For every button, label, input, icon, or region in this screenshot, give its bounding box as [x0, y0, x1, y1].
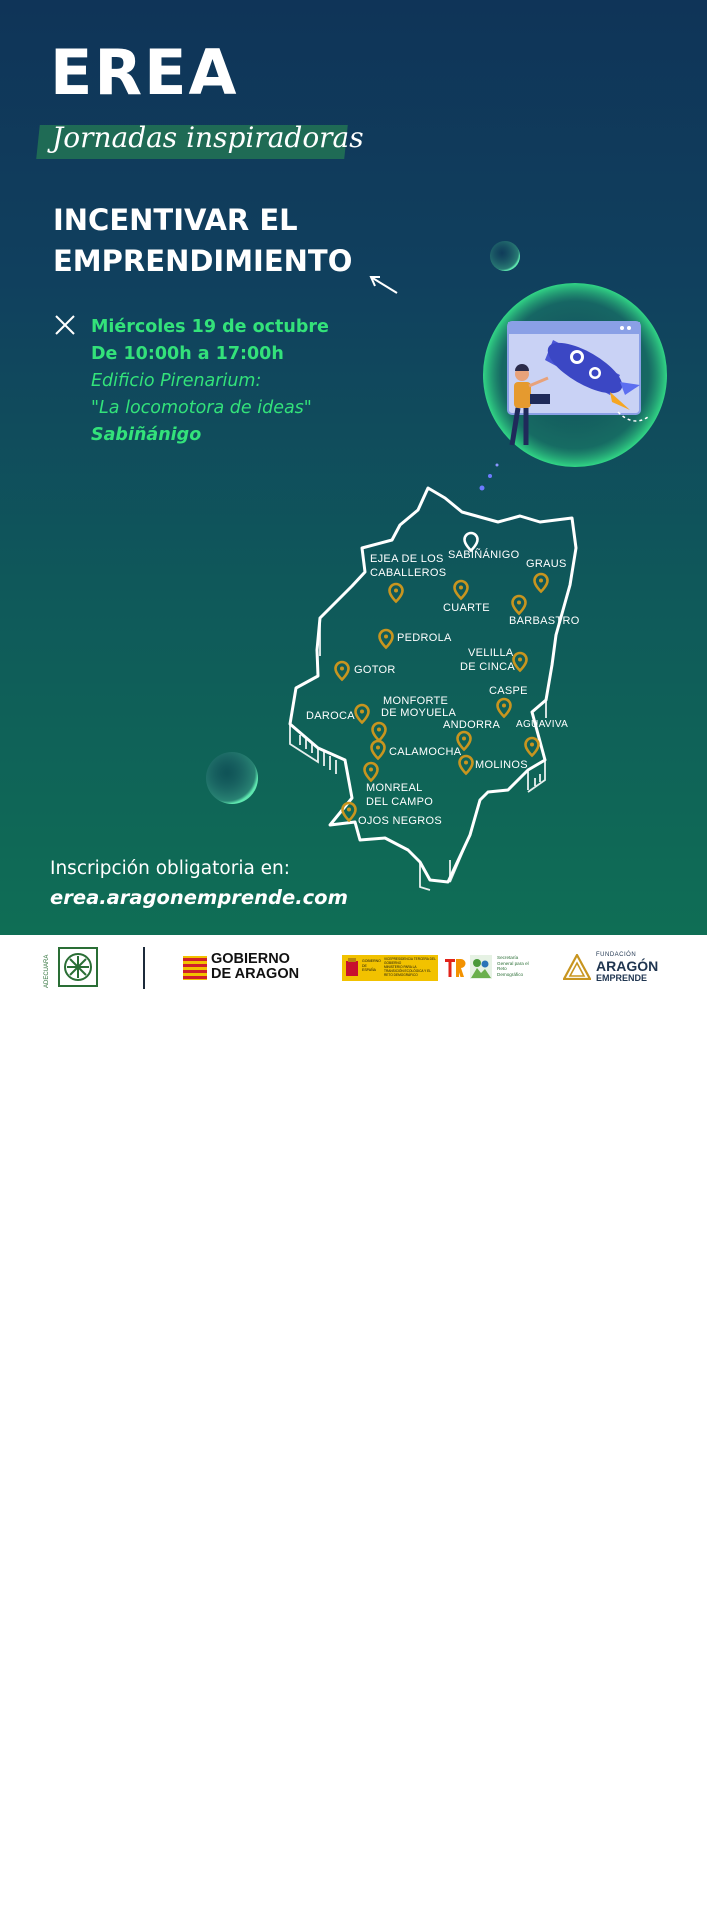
map-label: CASPE: [489, 685, 528, 697]
map-label: AGUAVIVA: [516, 719, 569, 730]
map-label: DAROCA: [306, 710, 355, 722]
aragon-map-illustration: [0, 0, 707, 935]
headline-line-2: EMPRENDIMIENTO: [53, 244, 353, 278]
map-label: GRAUS: [526, 558, 567, 570]
event-venue-2: "La locomotora de ideas": [91, 398, 312, 418]
gobierno-aragon-logo: [211, 952, 299, 982]
location-pin-icon: [343, 803, 356, 821]
transicion-logo-icon: [444, 956, 466, 980]
aragon-flag-icon: [183, 956, 207, 980]
location-pin-icon: [373, 723, 386, 741]
fundacion-logo-icon: [563, 954, 591, 980]
location-pin-icon: [535, 574, 548, 592]
ministry-line-2: MINISTERIO PARA LA TRANSICIÓN ECOLÓGICA Y EL RETO DEMOGRÁFICO: [384, 965, 431, 977]
bubble-decoration: [206, 752, 258, 804]
bubble-decoration: [490, 241, 520, 271]
location-pin-icon: [336, 662, 349, 680]
map-label: BARBASTRO: [509, 615, 580, 627]
coat-of-arms-icon: [345, 958, 359, 978]
map-label: CALAMOCHA: [389, 746, 462, 758]
map-label: MONREAL: [366, 782, 423, 794]
event-venue-1: Edificio Pirenarium:: [91, 371, 262, 391]
fund-line-1: FUNDACIÓN: [596, 952, 637, 958]
map-label: SABIÑÁNIGO: [448, 549, 520, 561]
adecuara-logo-icon: [58, 947, 98, 987]
location-pin-icon: [465, 533, 478, 551]
location-pin-icon: [372, 741, 385, 759]
ministry-logo: [342, 955, 438, 981]
location-pin-icon: [498, 699, 511, 717]
event-date: Miércoles 19 de octubre: [91, 317, 329, 337]
registration: [50, 854, 348, 912]
gobierno-line-1: GOBIERNO: [211, 951, 290, 967]
map-label: EJEA DE LOS: [370, 553, 444, 565]
map-label: CUARTE: [443, 602, 490, 614]
fund-line-3: EMPRENDE: [596, 973, 648, 983]
map-label: CABALLEROS: [370, 567, 447, 579]
map-label: GOTOR: [354, 664, 396, 676]
arrow-icon: [371, 277, 397, 293]
ministry-label: [384, 957, 436, 977]
ministry-line-1: VICEPRESIDENCIA TERCERA DEL GOBIERNO: [384, 957, 436, 965]
map-label: OJOS NEGROS: [358, 815, 442, 827]
map-label: MOLINOS: [475, 759, 528, 771]
adecuara-logo: [48, 1879, 110, 1929]
subtitle: Jornadas inspiradoras: [52, 121, 364, 154]
page-title: EREA: [50, 36, 239, 109]
sparkle-trail: [480, 464, 499, 491]
map-label: VELILLA: [468, 647, 514, 659]
location-pin-icon: [390, 584, 403, 602]
map-label: PEDROLA: [397, 632, 452, 644]
location-pin-icon: [455, 581, 468, 599]
gobierno-line-2: DE ARAGON: [211, 966, 300, 982]
registration-link[interactable]: erea.aragonemprende.com: [50, 886, 348, 909]
fund-line-2: ARAGÓN: [596, 958, 659, 974]
poster: [0, 0, 707, 935]
divider: [143, 947, 145, 989]
headline-line-1: INCENTIVAR EL: [53, 203, 298, 237]
aragon-outline: [290, 488, 576, 890]
map-label: DE MOYUELA: [381, 707, 457, 719]
map-label: DEL CAMPO: [366, 796, 434, 808]
fundacion-aragon-emprende-logo: [596, 952, 658, 983]
gobierno-espana-label: GOBIERNO DE ESPAÑA: [362, 959, 381, 972]
map-label: DE CINCA: [460, 661, 515, 673]
reto-demografico-label: Secretaría General para el Reto Demográfico: [497, 955, 529, 977]
location-pin-icon: [526, 738, 539, 756]
location-pin-icon: [365, 763, 378, 781]
location-pin-icon: [356, 705, 369, 723]
event-city: Sabiñánigo: [91, 425, 202, 445]
reto-demografico-icon: [469, 954, 493, 980]
registration-label: Inscripción obligatoria en:: [50, 858, 291, 879]
adecuara-label: ADECUARA: [44, 954, 50, 988]
location-pin-icon: [380, 630, 393, 648]
sponsors-footer: [0, 935, 707, 1000]
map-label: MONFORTE: [383, 695, 449, 707]
location-pin-icon: [513, 596, 526, 614]
location-pin-icon: [514, 653, 527, 671]
location-pin-icon: [460, 756, 473, 774]
event-time: De 10:00h a 17:00h: [91, 344, 284, 364]
map-label: ANDORRA: [443, 719, 501, 731]
